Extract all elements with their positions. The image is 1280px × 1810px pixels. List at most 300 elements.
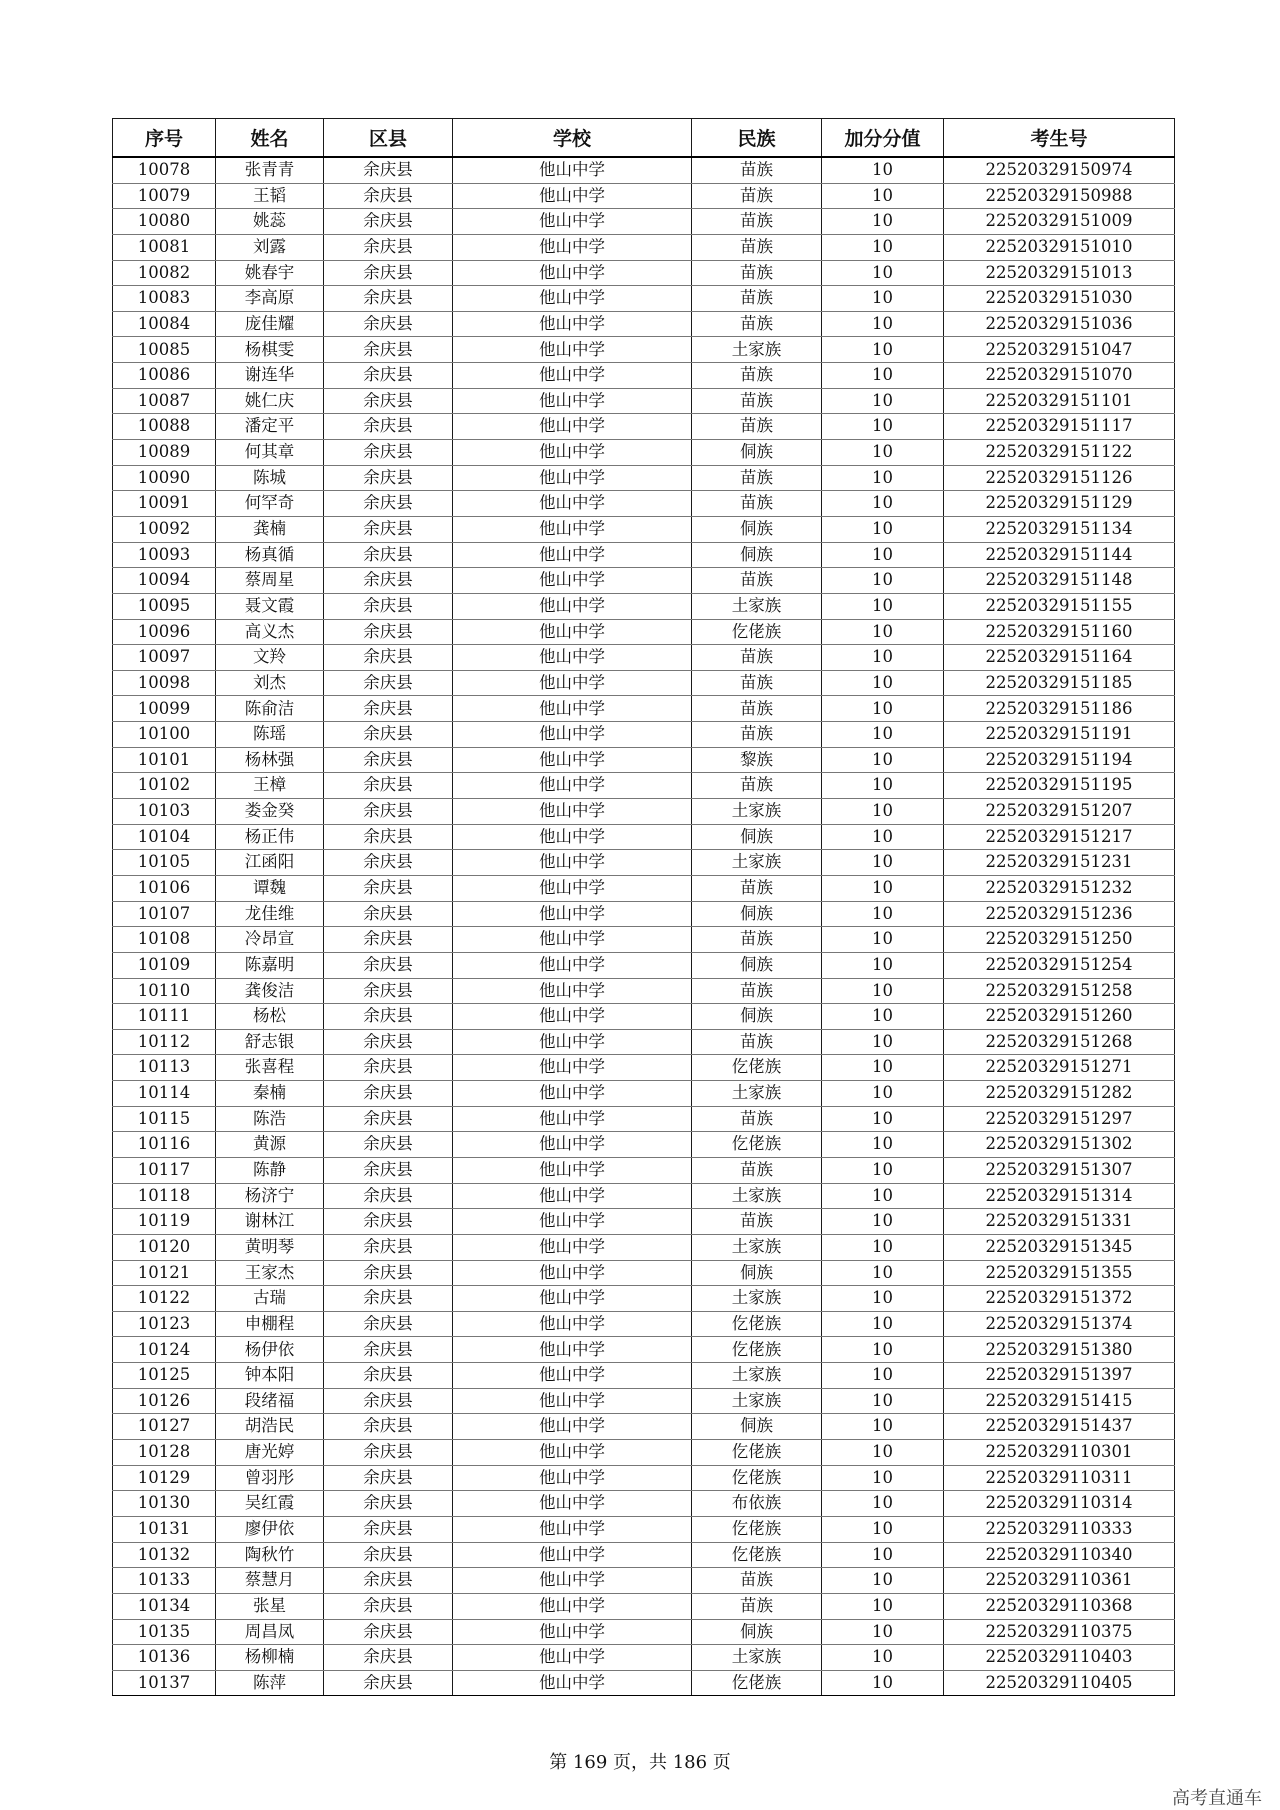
table-row xyxy=(113,157,1175,183)
cell-bonus: 10 xyxy=(822,491,944,517)
cell-exam-id: 22520329151155 xyxy=(944,593,1175,619)
cell-county: 余庆县 xyxy=(324,414,453,440)
cell-school: 他山中学 xyxy=(453,1132,692,1158)
cell-school: 他山中学 xyxy=(453,901,692,927)
cell-bonus: 10 xyxy=(822,773,944,799)
cell-ethnicity: 苗族 xyxy=(692,696,822,722)
table-row xyxy=(113,234,1175,260)
cell-ethnicity: 布依族 xyxy=(692,1491,822,1517)
cell-serial: 10103 xyxy=(113,799,216,825)
cell-name: 何其章 xyxy=(216,440,324,466)
cell-bonus: 10 xyxy=(822,1440,944,1466)
cell-bonus: 10 xyxy=(822,286,944,312)
cell-school: 他山中学 xyxy=(453,414,692,440)
cell-serial: 10102 xyxy=(113,773,216,799)
cell-name: 龚楠 xyxy=(216,516,324,542)
cell-exam-id: 22520329151186 xyxy=(944,696,1175,722)
cell-serial: 10078 xyxy=(113,157,216,183)
cell-ethnicity: 侗族 xyxy=(692,952,822,978)
cell-serial: 10091 xyxy=(113,491,216,517)
cell-school: 他山中学 xyxy=(453,1670,692,1696)
cell-school: 他山中学 xyxy=(453,722,692,748)
cell-serial: 10099 xyxy=(113,696,216,722)
cell-school: 他山中学 xyxy=(453,363,692,389)
cell-school: 他山中学 xyxy=(453,1491,692,1517)
cell-exam-id: 22520329110361 xyxy=(944,1568,1175,1594)
cell-bonus: 10 xyxy=(822,1081,944,1107)
cell-bonus: 10 xyxy=(822,414,944,440)
cell-bonus: 10 xyxy=(822,696,944,722)
cell-ethnicity: 苗族 xyxy=(692,670,822,696)
cell-school: 他山中学 xyxy=(453,593,692,619)
cell-bonus: 10 xyxy=(822,542,944,568)
table-row xyxy=(113,1004,1175,1030)
table-row xyxy=(113,388,1175,414)
table-row xyxy=(113,311,1175,337)
cell-exam-id: 22520329151117 xyxy=(944,414,1175,440)
cell-bonus: 10 xyxy=(822,1388,944,1414)
cell-exam-id: 22520329151254 xyxy=(944,952,1175,978)
cell-school: 他山中学 xyxy=(453,1234,692,1260)
cell-school: 他山中学 xyxy=(453,1542,692,1568)
table-row xyxy=(113,1388,1175,1414)
cell-county: 余庆县 xyxy=(324,516,453,542)
cell-exam-id: 22520329110375 xyxy=(944,1619,1175,1645)
cell-serial: 10098 xyxy=(113,670,216,696)
cell-name: 龙佳维 xyxy=(216,901,324,927)
table-row xyxy=(113,824,1175,850)
cell-school: 他山中学 xyxy=(453,1183,692,1209)
cell-serial: 10133 xyxy=(113,1568,216,1594)
cell-county: 余庆县 xyxy=(324,337,453,363)
table-row xyxy=(113,799,1175,825)
cell-name: 刘露 xyxy=(216,234,324,260)
cell-bonus: 10 xyxy=(822,1157,944,1183)
cell-bonus: 10 xyxy=(822,927,944,953)
table-row xyxy=(113,1670,1175,1696)
cell-county: 余庆县 xyxy=(324,747,453,773)
cell-bonus: 10 xyxy=(822,157,944,183)
cell-bonus: 10 xyxy=(822,875,944,901)
cell-school: 他山中学 xyxy=(453,875,692,901)
cell-county: 余庆县 xyxy=(324,722,453,748)
cell-county: 余庆县 xyxy=(324,901,453,927)
table-body xyxy=(113,157,1175,1696)
cell-name: 娄金癸 xyxy=(216,799,324,825)
cell-exam-id: 22520329151217 xyxy=(944,824,1175,850)
cell-serial: 10125 xyxy=(113,1363,216,1389)
table-row xyxy=(113,183,1175,209)
cell-serial: 10117 xyxy=(113,1157,216,1183)
table-row xyxy=(113,1645,1175,1671)
cell-serial: 10131 xyxy=(113,1516,216,1542)
cell-bonus: 10 xyxy=(822,234,944,260)
cell-county: 余庆县 xyxy=(324,388,453,414)
cell-ethnicity: 侗族 xyxy=(692,1260,822,1286)
cell-serial: 10079 xyxy=(113,183,216,209)
cell-school: 他山中学 xyxy=(453,1081,692,1107)
cell-school: 他山中学 xyxy=(453,1029,692,1055)
cell-bonus: 10 xyxy=(822,1593,944,1619)
table-row xyxy=(113,1157,1175,1183)
cell-serial: 10126 xyxy=(113,1388,216,1414)
cell-name: 刘杰 xyxy=(216,670,324,696)
cell-name: 蔡周星 xyxy=(216,568,324,594)
cell-county: 余庆县 xyxy=(324,209,453,235)
cell-ethnicity: 苗族 xyxy=(692,722,822,748)
cell-ethnicity: 苗族 xyxy=(692,157,822,183)
cell-serial: 10134 xyxy=(113,1593,216,1619)
cell-school: 他山中学 xyxy=(453,1363,692,1389)
cell-bonus: 10 xyxy=(822,363,944,389)
cell-exam-id: 22520329151122 xyxy=(944,440,1175,466)
cell-exam-id: 22520329151380 xyxy=(944,1337,1175,1363)
cell-school: 他山中学 xyxy=(453,927,692,953)
cell-ethnicity: 苗族 xyxy=(692,260,822,286)
cell-county: 余庆县 xyxy=(324,1516,453,1542)
table-row xyxy=(113,1260,1175,1286)
cell-exam-id: 22520329151302 xyxy=(944,1132,1175,1158)
cell-serial: 10104 xyxy=(113,824,216,850)
cell-county: 余庆县 xyxy=(324,952,453,978)
cell-county: 余庆县 xyxy=(324,850,453,876)
cell-ethnicity: 苗族 xyxy=(692,927,822,953)
cell-ethnicity: 仡佬族 xyxy=(692,1670,822,1696)
cell-county: 余庆县 xyxy=(324,593,453,619)
cell-name: 王韬 xyxy=(216,183,324,209)
cell-bonus: 10 xyxy=(822,1132,944,1158)
table-row xyxy=(113,1516,1175,1542)
cell-exam-id: 22520329151355 xyxy=(944,1260,1175,1286)
cell-exam-id: 22520329151047 xyxy=(944,337,1175,363)
cell-school: 他山中学 xyxy=(453,1157,692,1183)
cell-bonus: 10 xyxy=(822,465,944,491)
cell-exam-id: 22520329151415 xyxy=(944,1388,1175,1414)
table-row xyxy=(113,645,1175,671)
cell-ethnicity: 土家族 xyxy=(692,593,822,619)
cell-ethnicity: 苗族 xyxy=(692,1209,822,1235)
cell-ethnicity: 苗族 xyxy=(692,183,822,209)
table-row xyxy=(113,670,1175,696)
cell-serial: 10124 xyxy=(113,1337,216,1363)
cell-exam-id: 22520329110333 xyxy=(944,1516,1175,1542)
cell-serial: 10089 xyxy=(113,440,216,466)
cell-exam-id: 22520329151331 xyxy=(944,1209,1175,1235)
cell-bonus: 10 xyxy=(822,1286,944,1312)
cell-name: 陈浩 xyxy=(216,1106,324,1132)
table-row xyxy=(113,1055,1175,1081)
cell-school: 他山中学 xyxy=(453,1260,692,1286)
cell-serial: 10114 xyxy=(113,1081,216,1107)
cell-county: 余庆县 xyxy=(324,1106,453,1132)
cell-county: 余庆县 xyxy=(324,234,453,260)
header-ethnicity: 民族 xyxy=(692,119,822,158)
cell-bonus: 10 xyxy=(822,1465,944,1491)
table-row xyxy=(113,773,1175,799)
cell-ethnicity: 土家族 xyxy=(692,337,822,363)
watermark: 高考直通车 xyxy=(1172,1788,1262,1809)
cell-school: 他山中学 xyxy=(453,773,692,799)
cell-exam-id: 22520329151397 xyxy=(944,1363,1175,1389)
table-row xyxy=(113,260,1175,286)
cell-serial: 10112 xyxy=(113,1029,216,1055)
cell-county: 余庆县 xyxy=(324,1132,453,1158)
cell-school: 他山中学 xyxy=(453,388,692,414)
cell-exam-id: 22520329110368 xyxy=(944,1593,1175,1619)
cell-bonus: 10 xyxy=(822,1004,944,1030)
cell-ethnicity: 仡佬族 xyxy=(692,1516,822,1542)
cell-county: 余庆县 xyxy=(324,1260,453,1286)
cell-exam-id: 22520329151268 xyxy=(944,1029,1175,1055)
cell-exam-id: 22520329151232 xyxy=(944,875,1175,901)
cell-county: 余庆县 xyxy=(324,619,453,645)
cell-school: 他山中学 xyxy=(453,1004,692,1030)
cell-exam-id: 22520329151437 xyxy=(944,1414,1175,1440)
cell-bonus: 10 xyxy=(822,1414,944,1440)
cell-county: 余庆县 xyxy=(324,773,453,799)
cell-ethnicity: 苗族 xyxy=(692,491,822,517)
table-row xyxy=(113,491,1175,517)
cell-exam-id: 22520329151191 xyxy=(944,722,1175,748)
cell-name: 王樟 xyxy=(216,773,324,799)
cell-county: 余庆县 xyxy=(324,824,453,850)
cell-ethnicity: 苗族 xyxy=(692,875,822,901)
cell-school: 他山中学 xyxy=(453,1645,692,1671)
cell-serial: 10094 xyxy=(113,568,216,594)
cell-bonus: 10 xyxy=(822,337,944,363)
cell-name: 陈嘉明 xyxy=(216,952,324,978)
cell-exam-id: 22520329151144 xyxy=(944,542,1175,568)
cell-school: 他山中学 xyxy=(453,1568,692,1594)
cell-exam-id: 22520329151260 xyxy=(944,1004,1175,1030)
table-row xyxy=(113,1286,1175,1312)
cell-school: 他山中学 xyxy=(453,1106,692,1132)
cell-county: 余庆县 xyxy=(324,1363,453,1389)
cell-name: 姚仁庆 xyxy=(216,388,324,414)
cell-name: 吴红霞 xyxy=(216,1491,324,1517)
table-row xyxy=(113,516,1175,542)
cell-county: 余庆县 xyxy=(324,1029,453,1055)
table-row xyxy=(113,337,1175,363)
cell-bonus: 10 xyxy=(822,593,944,619)
cell-bonus: 10 xyxy=(822,850,944,876)
cell-exam-id: 22520329151036 xyxy=(944,311,1175,337)
cell-school: 他山中学 xyxy=(453,234,692,260)
cell-name: 陶秋竹 xyxy=(216,1542,324,1568)
header-name: 姓名 xyxy=(216,119,324,158)
cell-ethnicity: 苗族 xyxy=(692,234,822,260)
table-row xyxy=(113,1619,1175,1645)
cell-school: 他山中学 xyxy=(453,619,692,645)
cell-ethnicity: 仡佬族 xyxy=(692,1337,822,1363)
cell-county: 余庆县 xyxy=(324,1388,453,1414)
cell-exam-id: 22520329151271 xyxy=(944,1055,1175,1081)
cell-bonus: 10 xyxy=(822,1311,944,1337)
cell-county: 余庆县 xyxy=(324,183,453,209)
cell-name: 段绪福 xyxy=(216,1388,324,1414)
cell-county: 余庆县 xyxy=(324,1670,453,1696)
cell-name: 张星 xyxy=(216,1593,324,1619)
cell-serial: 10137 xyxy=(113,1670,216,1696)
cell-school: 他山中学 xyxy=(453,1465,692,1491)
cell-exam-id: 22520329151374 xyxy=(944,1311,1175,1337)
cell-county: 余庆县 xyxy=(324,1337,453,1363)
cell-bonus: 10 xyxy=(822,619,944,645)
cell-name: 杨伊依 xyxy=(216,1337,324,1363)
cell-county: 余庆县 xyxy=(324,363,453,389)
cell-exam-id: 22520329151010 xyxy=(944,234,1175,260)
cell-exam-id: 22520329151070 xyxy=(944,363,1175,389)
cell-ethnicity: 苗族 xyxy=(692,1593,822,1619)
cell-exam-id: 22520329151207 xyxy=(944,799,1175,825)
cell-bonus: 10 xyxy=(822,568,944,594)
cell-school: 他山中学 xyxy=(453,491,692,517)
cell-name: 杨真循 xyxy=(216,542,324,568)
cell-school: 他山中学 xyxy=(453,286,692,312)
cell-name: 秦楠 xyxy=(216,1081,324,1107)
cell-serial: 10084 xyxy=(113,311,216,337)
table-header-row xyxy=(113,119,1175,158)
cell-school: 他山中学 xyxy=(453,1516,692,1542)
cell-county: 余庆县 xyxy=(324,1414,453,1440)
cell-serial: 10123 xyxy=(113,1311,216,1337)
cell-bonus: 10 xyxy=(822,722,944,748)
table-row xyxy=(113,850,1175,876)
cell-county: 余庆县 xyxy=(324,1286,453,1312)
cell-county: 余庆县 xyxy=(324,1081,453,1107)
cell-name: 谭魏 xyxy=(216,875,324,901)
table-row xyxy=(113,1311,1175,1337)
cell-name: 杨柳楠 xyxy=(216,1645,324,1671)
cell-ethnicity: 苗族 xyxy=(692,465,822,491)
cell-school: 他山中学 xyxy=(453,1388,692,1414)
cell-bonus: 10 xyxy=(822,1542,944,1568)
cell-name: 舒志银 xyxy=(216,1029,324,1055)
cell-name: 陈萍 xyxy=(216,1670,324,1696)
table-row xyxy=(113,901,1175,927)
cell-exam-id: 22520329110314 xyxy=(944,1491,1175,1517)
cell-serial: 10105 xyxy=(113,850,216,876)
cell-county: 余庆县 xyxy=(324,491,453,517)
cell-county: 余庆县 xyxy=(324,1209,453,1235)
cell-serial: 10122 xyxy=(113,1286,216,1312)
cell-county: 余庆县 xyxy=(324,670,453,696)
cell-school: 他山中学 xyxy=(453,183,692,209)
cell-name: 蔡慧月 xyxy=(216,1568,324,1594)
cell-bonus: 10 xyxy=(822,799,944,825)
cell-ethnicity: 苗族 xyxy=(692,978,822,1004)
cell-serial: 10106 xyxy=(113,875,216,901)
cell-exam-id: 22520329151148 xyxy=(944,568,1175,594)
cell-name: 陈城 xyxy=(216,465,324,491)
cell-serial: 10116 xyxy=(113,1132,216,1158)
cell-ethnicity: 苗族 xyxy=(692,645,822,671)
cell-serial: 10093 xyxy=(113,542,216,568)
cell-county: 余庆县 xyxy=(324,568,453,594)
cell-ethnicity: 土家族 xyxy=(692,1234,822,1260)
cell-school: 他山中学 xyxy=(453,952,692,978)
cell-name: 杨棋雯 xyxy=(216,337,324,363)
cell-name: 黄源 xyxy=(216,1132,324,1158)
cell-exam-id: 22520329151231 xyxy=(944,850,1175,876)
cell-school: 他山中学 xyxy=(453,799,692,825)
cell-serial: 10083 xyxy=(113,286,216,312)
cell-bonus: 10 xyxy=(822,952,944,978)
cell-serial: 10107 xyxy=(113,901,216,927)
cell-ethnicity: 苗族 xyxy=(692,286,822,312)
cell-serial: 10081 xyxy=(113,234,216,260)
table-row xyxy=(113,1081,1175,1107)
header-bonus: 加分分值 xyxy=(822,119,944,158)
cell-ethnicity: 土家族 xyxy=(692,799,822,825)
cell-county: 余庆县 xyxy=(324,440,453,466)
cell-ethnicity: 苗族 xyxy=(692,568,822,594)
cell-serial: 10121 xyxy=(113,1260,216,1286)
bonus-points-table xyxy=(112,118,1175,1696)
cell-ethnicity: 仡佬族 xyxy=(692,1132,822,1158)
cell-name: 王家杰 xyxy=(216,1260,324,1286)
cell-ethnicity: 土家族 xyxy=(692,1286,822,1312)
cell-bonus: 10 xyxy=(822,978,944,1004)
cell-exam-id: 22520329151258 xyxy=(944,978,1175,1004)
header-serial: 序号 xyxy=(113,119,216,158)
cell-ethnicity: 苗族 xyxy=(692,209,822,235)
cell-serial: 10113 xyxy=(113,1055,216,1081)
cell-serial: 10092 xyxy=(113,516,216,542)
cell-bonus: 10 xyxy=(822,1183,944,1209)
cell-name: 周昌凤 xyxy=(216,1619,324,1645)
cell-exam-id: 22520329151250 xyxy=(944,927,1175,953)
cell-ethnicity: 苗族 xyxy=(692,1029,822,1055)
cell-name: 姚蕊 xyxy=(216,209,324,235)
table-row xyxy=(113,1132,1175,1158)
cell-bonus: 10 xyxy=(822,1568,944,1594)
cell-bonus: 10 xyxy=(822,311,944,337)
cell-ethnicity: 仡佬族 xyxy=(692,1465,822,1491)
cell-name: 张喜程 xyxy=(216,1055,324,1081)
table-row xyxy=(113,414,1175,440)
cell-county: 余庆县 xyxy=(324,1542,453,1568)
cell-serial: 10135 xyxy=(113,1619,216,1645)
cell-exam-id: 22520329110405 xyxy=(944,1670,1175,1696)
cell-ethnicity: 侗族 xyxy=(692,542,822,568)
cell-school: 他山中学 xyxy=(453,1311,692,1337)
cell-school: 他山中学 xyxy=(453,465,692,491)
cell-bonus: 10 xyxy=(822,1363,944,1389)
cell-bonus: 10 xyxy=(822,670,944,696)
cell-county: 余庆县 xyxy=(324,157,453,183)
cell-bonus: 10 xyxy=(822,824,944,850)
cell-exam-id: 22520329151297 xyxy=(944,1106,1175,1132)
cell-school: 他山中学 xyxy=(453,542,692,568)
cell-serial: 10082 xyxy=(113,260,216,286)
table-row xyxy=(113,1542,1175,1568)
cell-serial: 10087 xyxy=(113,388,216,414)
cell-exam-id: 22520329151314 xyxy=(944,1183,1175,1209)
cell-exam-id: 22520329150988 xyxy=(944,183,1175,209)
cell-exam-id: 22520329151345 xyxy=(944,1234,1175,1260)
cell-school: 他山中学 xyxy=(453,824,692,850)
cell-school: 他山中学 xyxy=(453,1286,692,1312)
cell-county: 余庆县 xyxy=(324,1568,453,1594)
table-row xyxy=(113,952,1175,978)
cell-serial: 10101 xyxy=(113,747,216,773)
header-school: 学校 xyxy=(453,119,692,158)
cell-county: 余庆县 xyxy=(324,645,453,671)
cell-ethnicity: 土家族 xyxy=(692,1363,822,1389)
cell-serial: 10129 xyxy=(113,1465,216,1491)
cell-bonus: 10 xyxy=(822,1029,944,1055)
